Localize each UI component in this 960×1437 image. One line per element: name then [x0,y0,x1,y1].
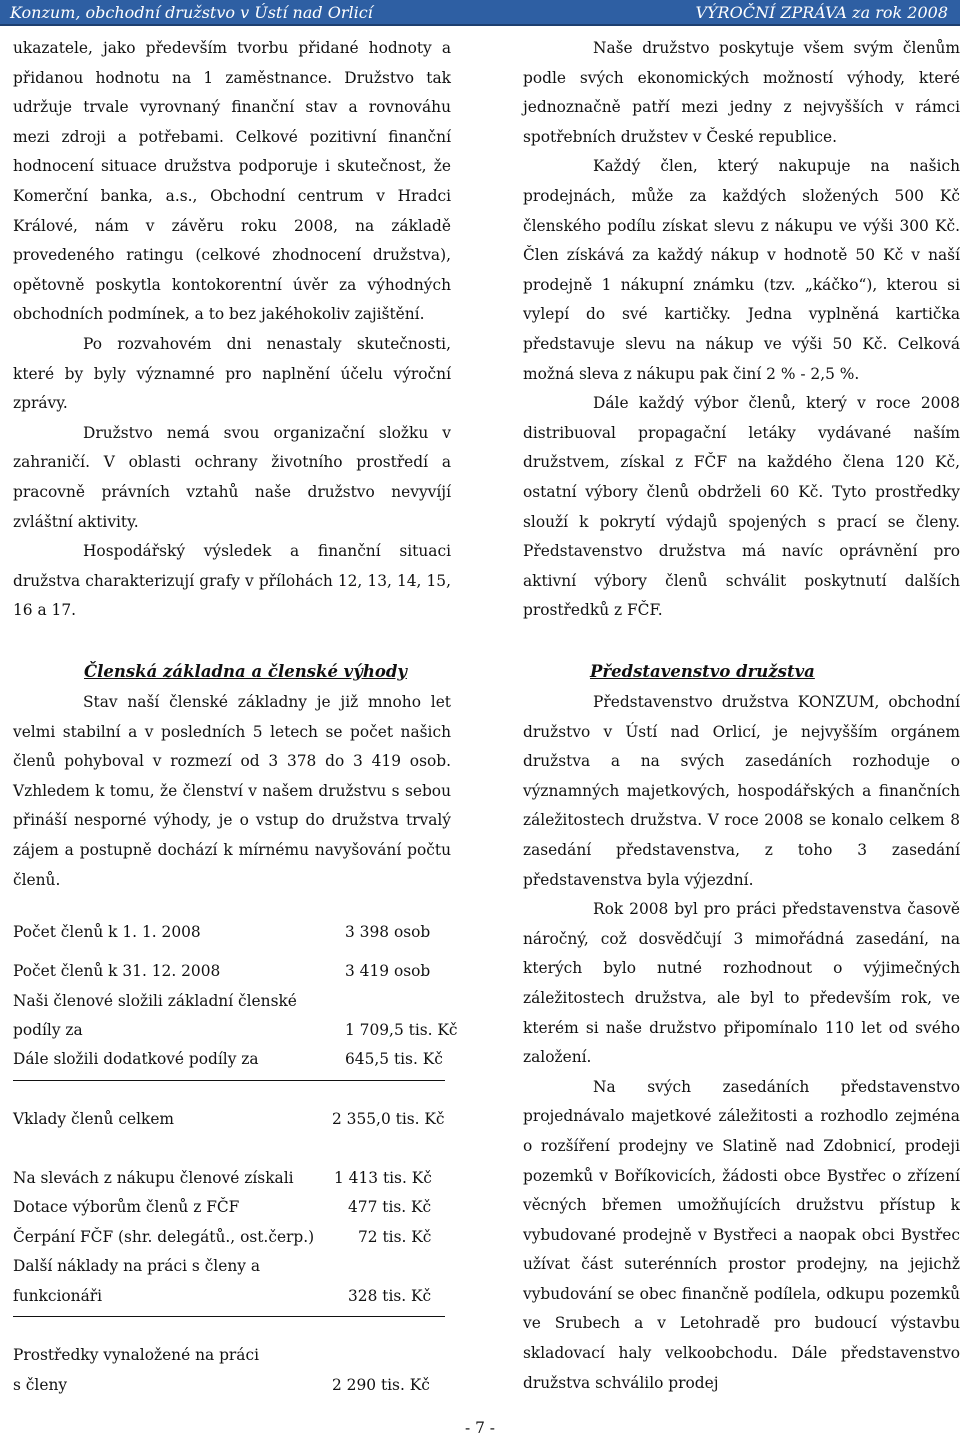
paragraph: Hospodářský výsledek a finanční situaci družstva charakterizují grafy v přílohách 12, 13, 14, 15, 16 a 17. [13,542,451,620]
header-organization: Konzum, obchodní družstvo v Ústí nad Orlicí [10,3,373,22]
figure-value: 2 290 tis. Kč [332,1376,430,1394]
figure-value: 72 tis. Kč [358,1228,432,1246]
figure-value: 328 tis. Kč [348,1287,432,1305]
figure-value: 1 709,5 tis. Kč [345,1021,458,1039]
paragraph: Představenstvo družstva KONZUM, obchodní družstvo v Ústí nad Orlicí, je nejvyšším orgánem družstva a na svých zasedáních rozhoduje o významných majetkových, hospodářských a finančních záležitostech družstva. V roce 2008 se konalo celkem 8 zasedání představenstva, z toho 3 zasedání představenstva byla výjezdní. [523,693,960,889]
figure-label: Vklady členů celkem [13,1110,175,1128]
divider [13,1316,445,1317]
paragraph: Každý člen, který nakupuje na našich prodejnách, může za každých složených 500 Kč členského podílu získat slevu z nákupu ve výši 300 Kč. Člen získává za každý nákup v hodnotě 50 Kč v naší prodejně 1 nákupní známku (tzv. „káčko“), kterou si vylepí do své kartičky. Jedna vyplněná kartička představuje slevu na nákup ve výši 50 Kč. Celková možná sleva z nákupu pak činí 2 % - 2,5 %. [523,157,960,383]
figure-label: Další náklady na práci s členy a [13,1257,261,1275]
figure-label: Dále složili dodatkové podíly za [13,1050,259,1068]
section-heading: Představenstvo družstva [590,662,815,681]
figure-label: Prostředky vynaložené na práci [13,1346,259,1364]
figure-value: 645,5 tis. Kč [345,1050,443,1068]
paragraph: Na svých zasedáních představenstvo projednávalo majetkové záležitosti a rozhodlo zejména o rozšíření prodejny ve Slatině nad Zdobnicí, prodeji pozemků v Boříkovicích, žádosti obce Bystřec o zřízení věcných břemen umožňujících družstvu přístup k vybudované prodejně v Bystřeci a naopak obci Bystřec užívat část suterénních prostor prodejny, na jejichž vybudování se obec finančně podílela, odkupu pozemků ve Srubech a v Letohradě pro budoucí výstavbu skladovací haly velkoobchodu. Dále představenstvo družstva schválilo prodej [523,1077,960,1392]
figure-value: 1 413 tis. Kč [334,1169,432,1187]
paragraph: ukazatele, jako především tvorbu přidané hodnoty a přidanou hodnotu na 1 zaměstnance. Družstvo tak udržuje trvale vyrovnaný finanční stav a rovnováhu mezi zdroji a potřebami. Celkové pozitivní finanční hodnocení situace družstva podporuje i skutečnost, že Komerční banka, a.s., Obchodní centrum v Hradci Králové, nám v závěru roku 2008, na základě provedeného ratingu (celkové zhodnocení družstva), opětovně poskytla kontokorentní úvěr za výhodných obchodních podmínek, a to bez jakéhokoliv zajištění. [13,39,451,324]
figure-label: Naši členové složili základní členské [13,992,297,1010]
board-section [523,657,960,1398]
figure-label: Čerpání FČF (shr. delegátů., ost.čerp.) [13,1228,315,1246]
figure-value: 3 419 osob [345,962,431,980]
header-report-title: VÝROČNÍ ZPRÁVA za rok 2008 [695,3,948,22]
right-column-top [523,34,960,626]
figure-label: Počet členů k 31. 12. 2008 [13,962,221,980]
paragraph: Dále každý výbor členů, který v roce 2008 distribuoval propagační letáky vydávané naším družstvem, získal z FČF na každého člena 120 Kč, ostatní výbory členů obdrželi 60 Kč. Tyto prostředky slouží k pokrytí výdajů spojených s prací se členy. Představenstvo družstva má navíc oprávnění pro aktivní výbory členů schválit poskytnutí dalších prostředků z FČF. [523,394,960,620]
figure-value: 477 tis. Kč [348,1198,432,1216]
figure-value: 3 398 osob [345,923,431,941]
divider [13,1080,445,1081]
figure-label: Dotace výborům členů z FČF [13,1198,240,1216]
figure-label: funkcionáři [13,1287,103,1305]
paragraph: Rok 2008 byl pro práci představenstva časově náročný, což dosvědčují 3 mimořádná zasedání, na kterých bylo nutné rozhodnout o výjimečných záležitostech družstva, ale byl to především rok, ve kterém si naše družstvo připomínalo 110 let od svého založení. [523,900,960,1067]
left-column-top [13,34,451,626]
section-heading: Členská základna a členské výhody [84,662,407,681]
paragraph: Naše družstvo poskytuje všem svým členům podle svých ekonomických možností výhody, které jednoznačně patří mezi jedny z nejvyšších v rámci spotřebních družstev v České republice. [523,39,960,146]
figure-label: s členy [13,1376,68,1394]
figure-label: Počet členů k 1. 1. 2008 [13,923,201,941]
figure-label: Na slevách z nákupu členové získali [13,1169,294,1187]
paragraph: Po rozvahovém dni nenastaly skutečnosti, které by byly významné pro naplnění účelu výroční zprávy. [13,334,451,413]
page-header [0,0,960,26]
paragraph: Stav naší členské základny je již mnoho let velmi stabilní a v posledních 5 letech se počet našich členů pohyboval v rozmezí od 3 378 do 3 419 osob. Vzhledem k tomu, že členství v našem družstvu s sebou přináší nesporné výhody, je o vstup do družstva trvalý zájem a postupně dochází k mírnému navyšování počtu členů. [13,693,451,889]
paragraph: Družstvo nemá svou organizační složku v zahraničí. V oblasti ochrany životního prostředí a pracovně právních vztahů naše družstvo nevyvíjí zvláštní aktivity. [13,423,451,531]
figure-value: 2 355,0 tis. Kč [332,1110,445,1128]
members-section [13,657,451,895]
figure-label: podíly za [13,1021,83,1039]
page-number: - 7 - [465,1419,495,1437]
